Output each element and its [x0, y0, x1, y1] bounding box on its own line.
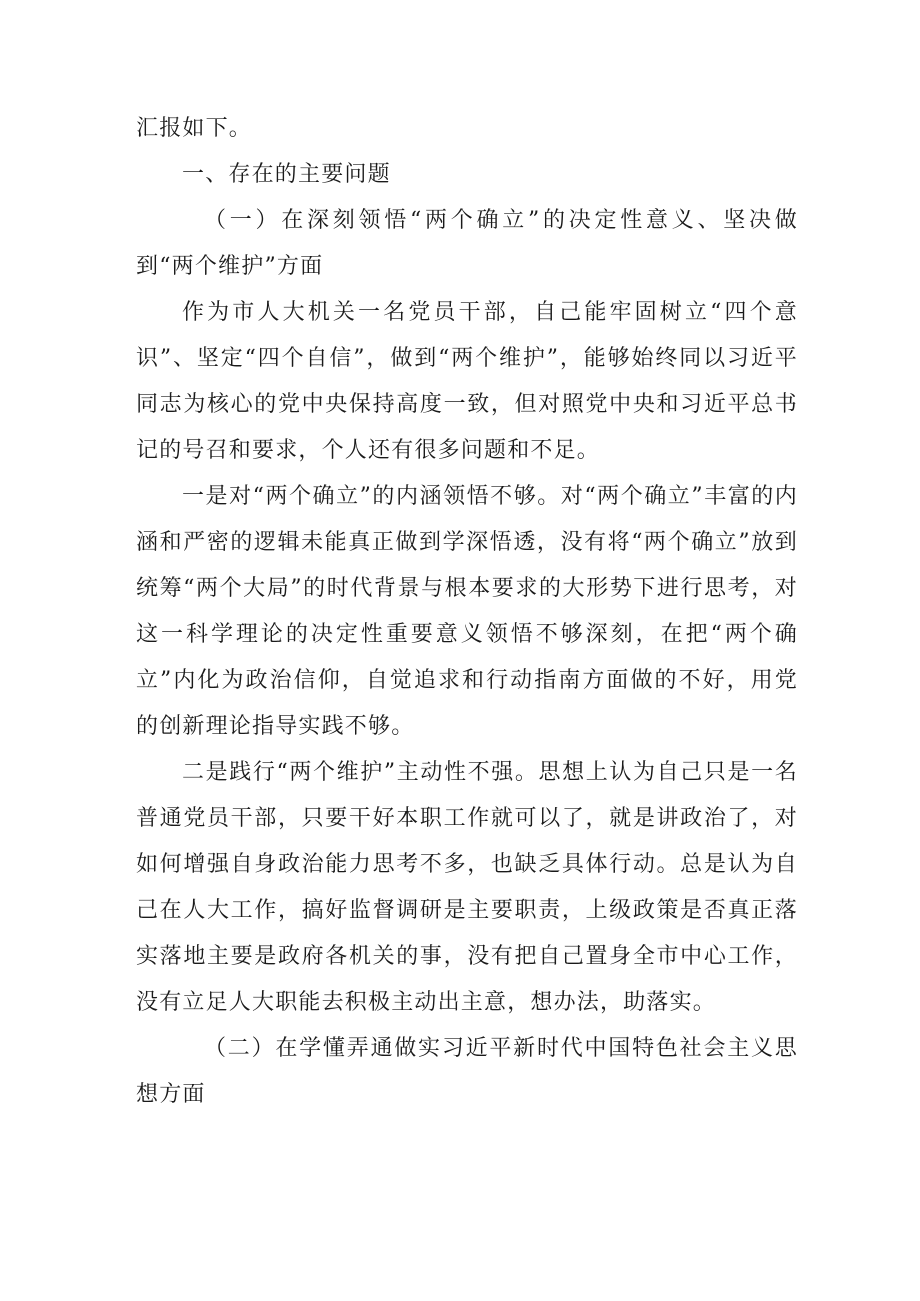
paragraph-point-two: 二是践行“两个维护”主动性不强。思想上认为自己只是一名普通党员干部，只要干好本职工作就可以了，就是讲政治了，对如何增强自身政治能力思考不多，也缺乏具体行动。总是认为自己在人大工作，搞好监督调研是主要职责，上级政策是否真正落实落地主要是政府各机关的事，没有把自己置身全市中心工作，没有立足人大职能去积极主动出主意，想办法，助落实。	[136, 760, 798, 1015]
section-heading-problems: 一、存在的主要问题	[182, 162, 391, 187]
paragraph-continuation: 汇报如下。	[136, 116, 253, 141]
paragraph-overview: 作为市人大机关一名党员干部，自己能牢固树立“四个意识”、坚定“四个自信”，做到“两个维护”，能够始终同以习近平同志为核心的党中央保持高度一致，但对照党中央和习近平总书记的号召和要求，个人还有很多问题和不足。	[136, 300, 798, 463]
sub-heading-one: （一）在深刻领悟“两个确立”的决定性意义、坚决做到“两个维护”方面	[136, 208, 798, 279]
paragraph-point-one: 一是对“两个确立”的内涵领悟不够。对“两个确立”丰富的内涵和严密的逻辑未能真正做到学深悟透，没有将“两个确立”放到统筹“两个大局”的时代背景与根本要求的大形势下进行思考，对这一科学理论的决定性重要意义领悟不够深刻，在把“两个确立”内化为政治信仰，自觉追求和行动指南方面做的不好，用党的创新理论指导实践不够。	[136, 484, 798, 739]
sub-heading-two: （二）在学懂弄通做实习近平新时代中国特色社会主义思想方面	[136, 1036, 798, 1107]
document-body	[136, 106, 798, 1118]
